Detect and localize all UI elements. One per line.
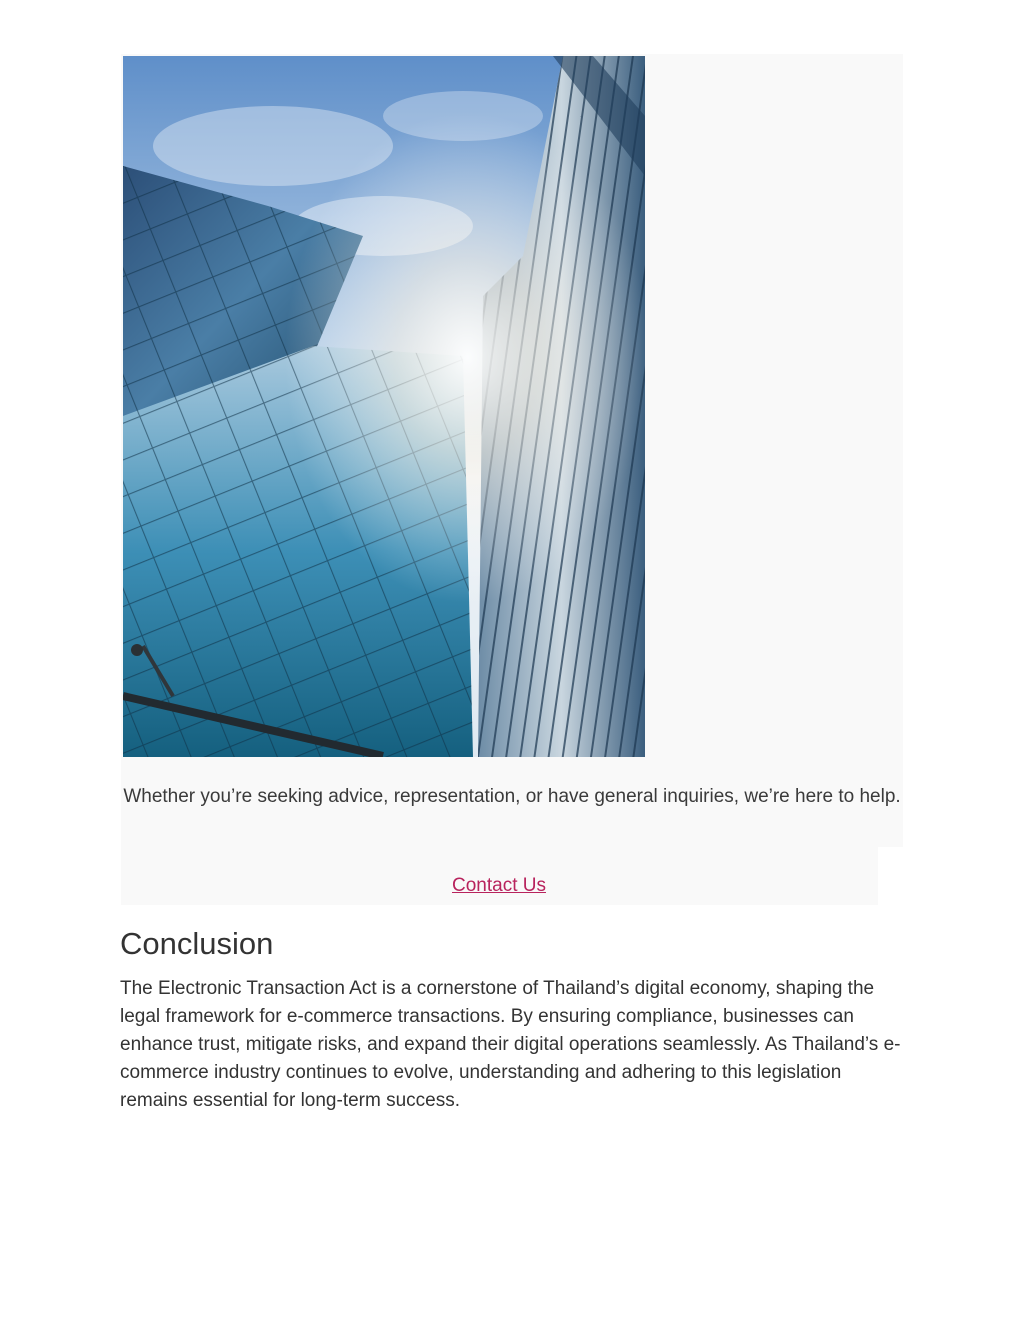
- contact-cta-link-wrapper: [123, 872, 875, 900]
- contact-cta-text: Whether you’re seeking advice, representation, or have general inquiries, we’re here to help.: [123, 786, 901, 807]
- contact-us-link[interactable]: Contact Us: [452, 875, 546, 896]
- cta-box-notch: [878, 847, 904, 907]
- skyscraper-photo-icon: [123, 56, 645, 757]
- section-title-conclusion: Conclusion: [120, 926, 274, 961]
- conclusion-paragraph: The Electronic Transaction Act is a cornerstone of Thailand’s digital economy, shaping the legal framework for e-commerce transactions. By ensuring compliance, businesses can enhance trust, mitigate risks, and expand their digital operations seamlessly. As Thailand’s e-commerce industry continues to evolve, understanding and adhering to this legislation remains essential for long-term success.: [120, 978, 901, 1111]
